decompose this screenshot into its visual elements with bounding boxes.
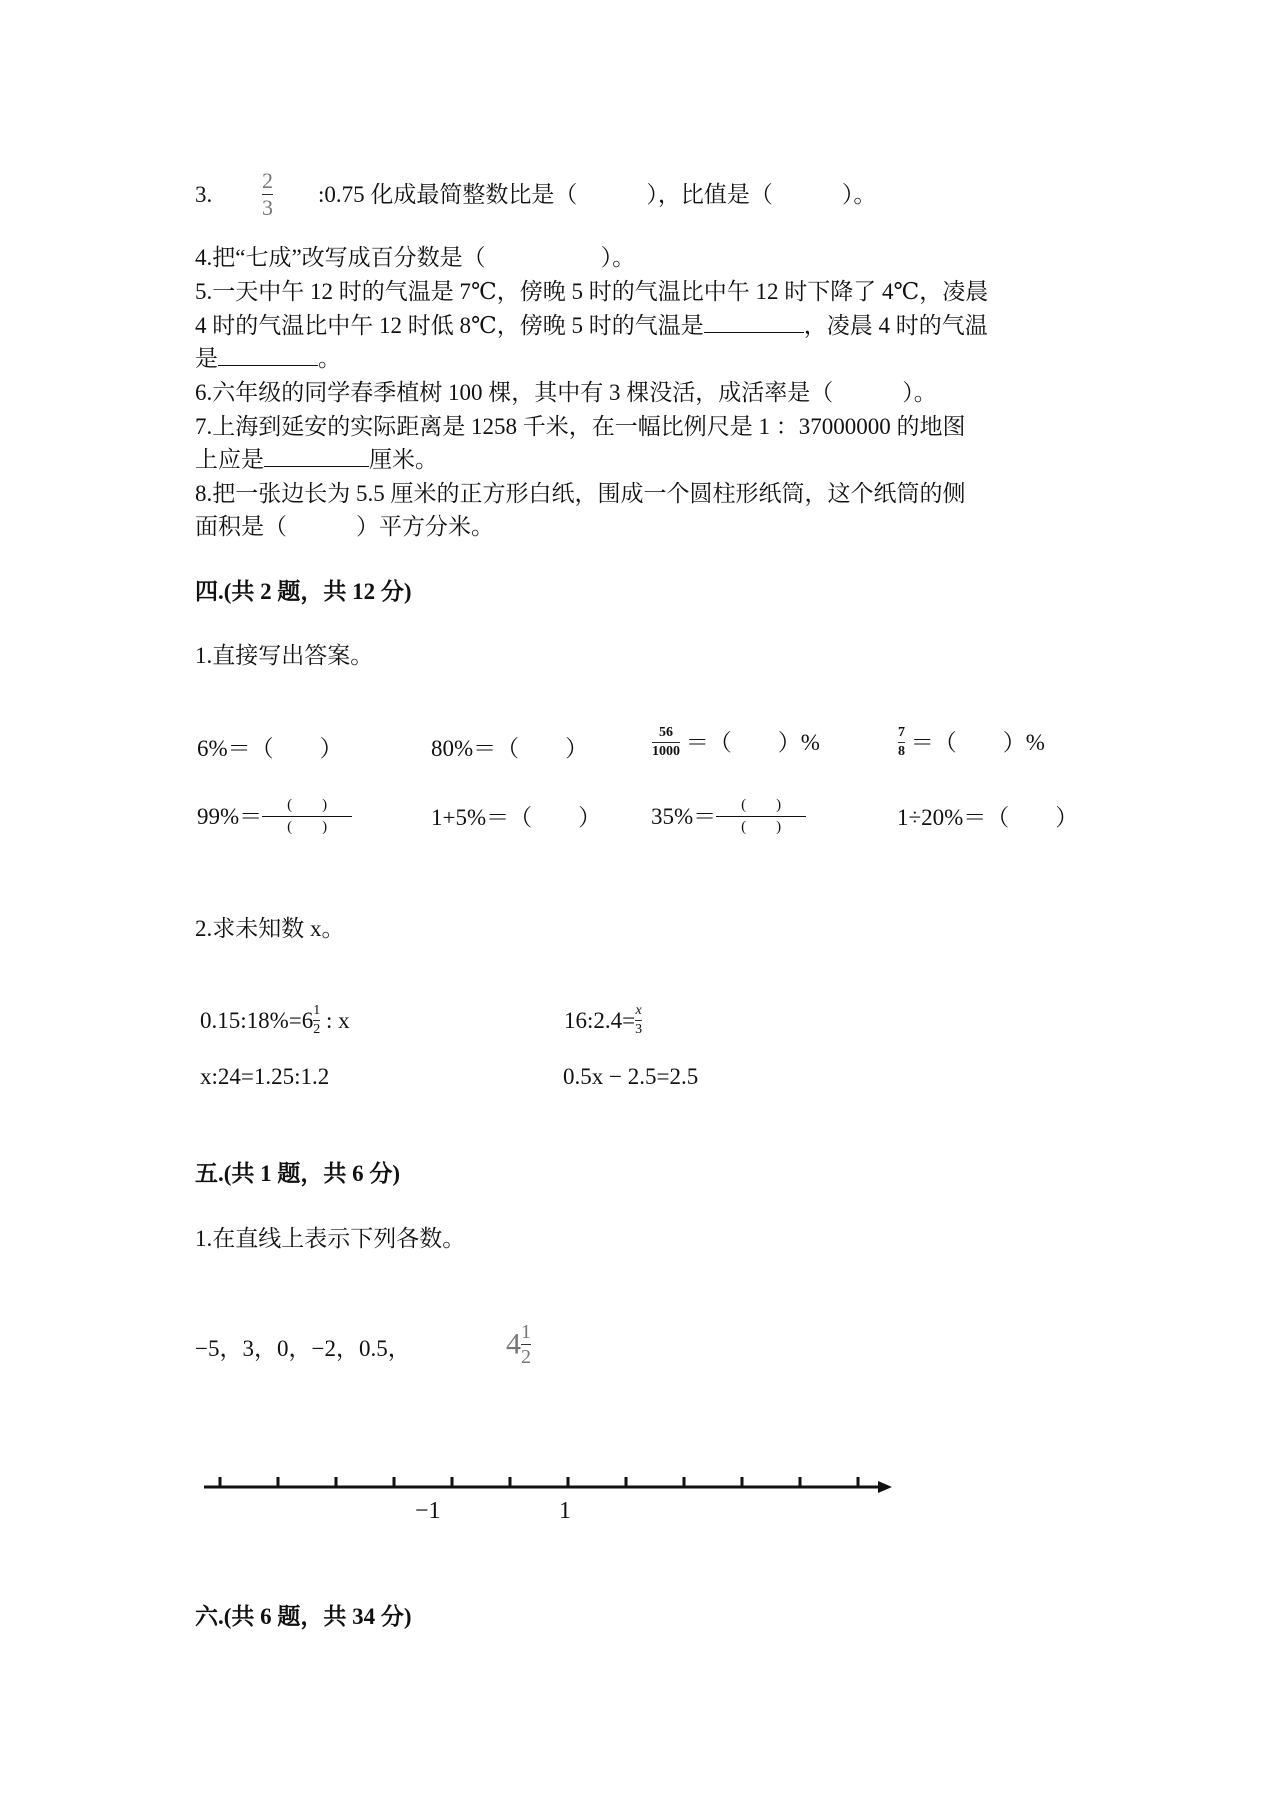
arrow-icon <box>878 1481 892 1493</box>
q5-text: 是 <box>195 346 218 371</box>
calc-c-rest: ＝（ ）% <box>685 730 820 755</box>
eq-b-num: x <box>635 1003 642 1018</box>
eq-c: x:24=1.25:1.2 <box>200 1064 330 1089</box>
axis-label-neg1: −1 <box>415 1498 441 1524</box>
section4-heading: 四.(共 2 题，共 12 分) <box>195 579 412 604</box>
q8-line2: 面积是（ ）平方分米。 <box>195 514 494 539</box>
q8-line1: 8.把一张边长为 5.5 厘米的正方形白纸，围成一个圆柱形纸筒，这个纸筒的侧 <box>195 481 966 506</box>
mixed-den: 2 <box>521 1346 531 1368</box>
calc-d-den: 8 <box>898 744 905 759</box>
eq-d: 0.5x − 2.5=2.5 <box>563 1064 699 1089</box>
section6-heading: 六.(共 6 题，共 34 分) <box>195 1604 412 1629</box>
q6-text: 6.六年级的同学春季植树 100 棵，其中有 3 棵没活，成活率是（ ）。 <box>195 380 937 405</box>
calc-h: 1÷20%＝（ ） <box>897 805 1079 830</box>
calc-d-rest: ＝（ ）% <box>910 730 1045 755</box>
calc-g-den: ( ) <box>741 819 782 835</box>
eq-b-text: 16:2.4= <box>564 1008 636 1033</box>
numbers-list: −5，3，0，−2，0.5， <box>195 1336 411 1361</box>
q7-line1: 7.上海到延安的实际距离是 1258 千米，在一幅比例尺是 1 ：37000000 的地图 <box>195 414 966 439</box>
q5-line1: 5.一天中午 12 时的气温是 7℃，傍晚 5 时的气温比中午 12 时下降了 4℃，凌晨 <box>195 279 989 304</box>
eq-a-den: 2 <box>313 1022 321 1037</box>
calc-g-text: 35%＝ <box>651 804 717 829</box>
mixed-num: 1 <box>521 1321 531 1343</box>
q7-text: 上应是 <box>195 447 264 472</box>
section5-q1: 1.在直线上表示下列各数。 <box>195 1226 466 1251</box>
q7-text: 厘米。 <box>369 447 438 472</box>
calc-g-num: ( ) <box>741 797 782 813</box>
q5-text: 。 <box>318 346 341 371</box>
section4-q1: 1.直接写出答案。 <box>195 643 374 668</box>
eq-a-rest: : x <box>320 1008 350 1033</box>
calc-e-text: 99%＝ <box>197 804 263 829</box>
calc-a: 6%＝（ ） <box>197 736 343 761</box>
calc-d-num: 7 <box>898 725 905 740</box>
section5-heading: 五.(共 1 题，共 6 分) <box>195 1161 401 1186</box>
q5-text: ，凌晨 4 时的气温 <box>803 313 988 338</box>
mixed-whole: 4 <box>506 1327 521 1361</box>
q4-text: 4.把“七成”改写成百分数是（ ）。 <box>195 245 636 270</box>
q3-frac-den: 3 <box>262 195 273 220</box>
axis-label-1: 1 <box>559 1498 571 1524</box>
eq-a-text: 0.15:18%=6 <box>200 1008 314 1033</box>
section4-q2: 2.求未知数 x。 <box>195 916 345 941</box>
q5-text: 4 时的气温比中午 12 时低 8℃，傍晚 5 时的气温是 <box>195 313 704 338</box>
q3-frac-num: 2 <box>262 168 273 193</box>
eq-b-den: 3 <box>635 1022 643 1037</box>
eq-a-num: 1 <box>313 1003 321 1018</box>
calc-f: 1+5%＝（ ） <box>431 805 602 830</box>
calc-c-num: 56 <box>659 725 673 740</box>
calc-e-den: ( ) <box>287 819 328 835</box>
calc-b: 80%＝（ ） <box>431 736 589 761</box>
q3-number: 3. <box>195 182 213 207</box>
calc-c-den: 1000 <box>652 744 680 759</box>
calc-e-num: ( ) <box>287 797 328 813</box>
q3-text: :0.75 化成最简整数比是（ ），比值是（ ）。 <box>318 182 877 207</box>
